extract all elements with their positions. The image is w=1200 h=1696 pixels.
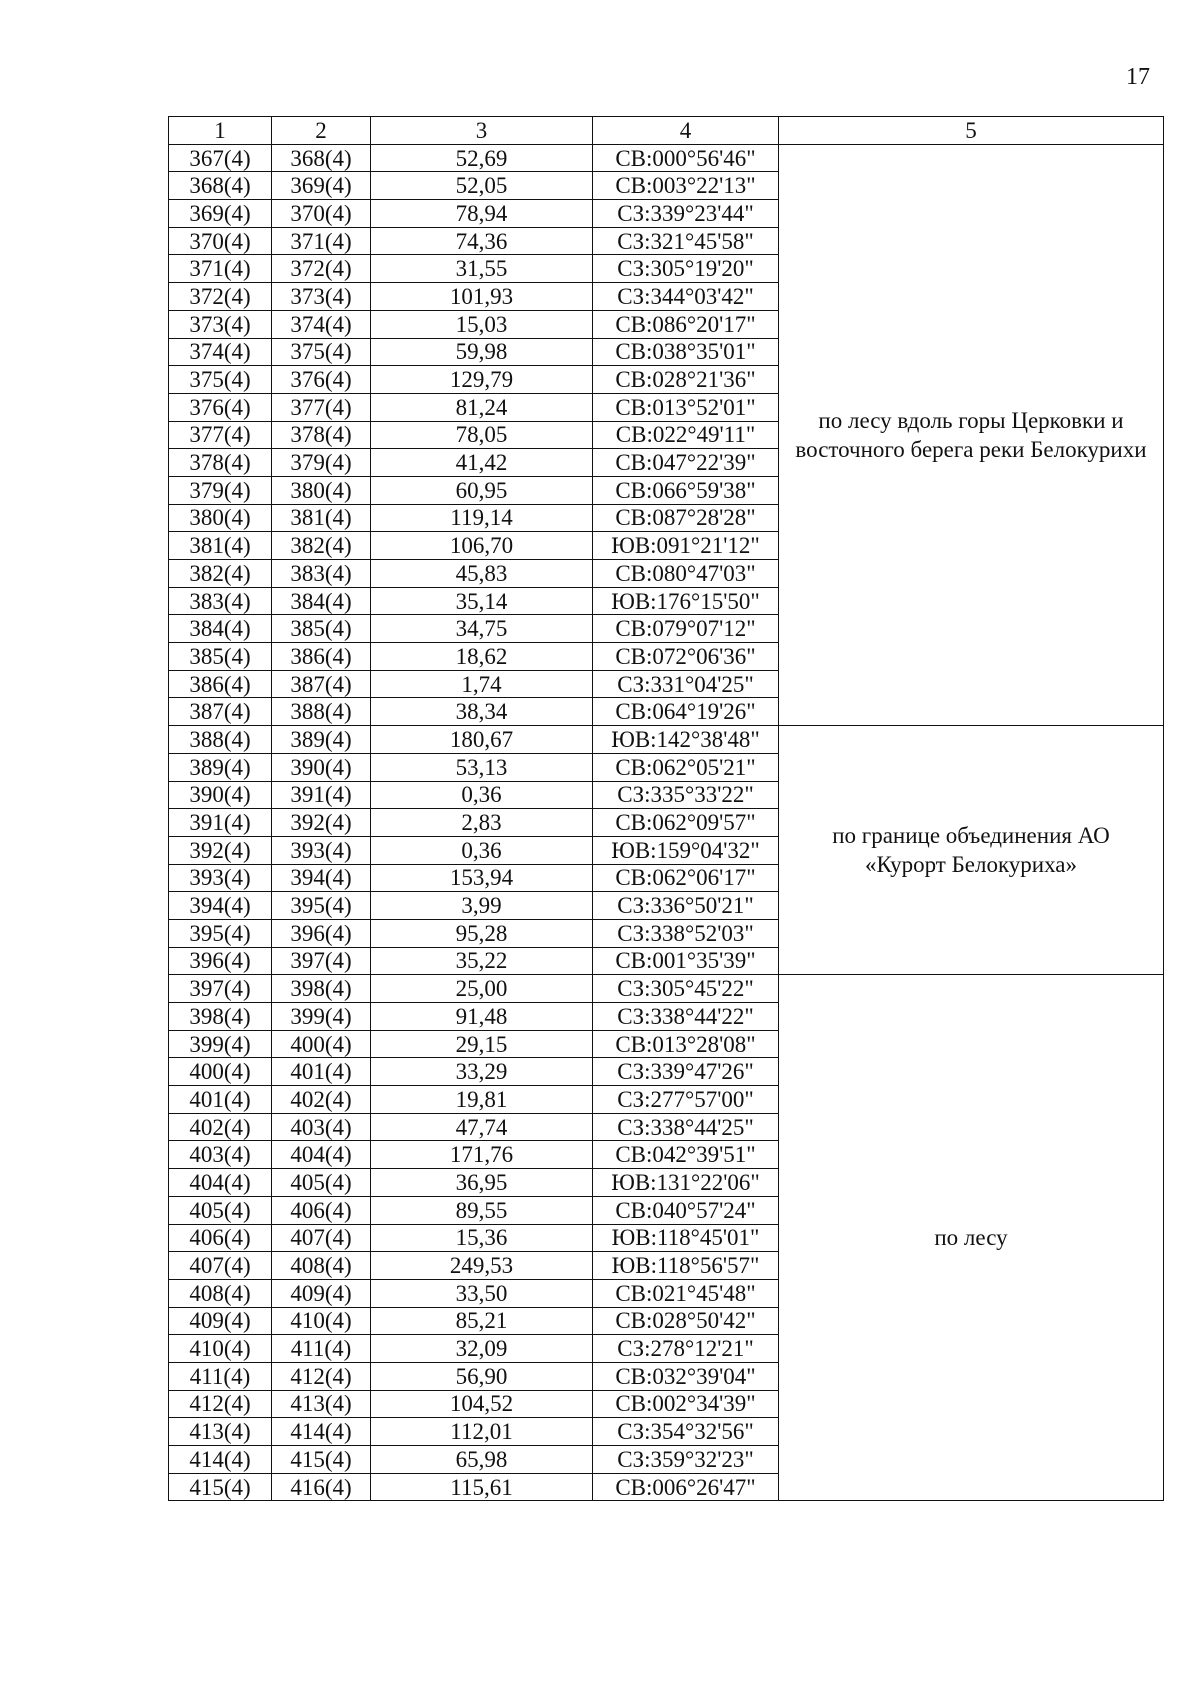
distance-cell: 89,55 [371, 1196, 593, 1224]
from-point-cell: 393(4) [169, 864, 272, 892]
to-point-cell: 383(4) [272, 560, 371, 588]
from-point-cell: 374(4) [169, 338, 272, 366]
from-point-cell: 388(4) [169, 726, 272, 754]
bearing-cell: СВ:042°39'51" [593, 1141, 779, 1169]
from-point-cell: 405(4) [169, 1196, 272, 1224]
from-point-cell: 396(4) [169, 947, 272, 975]
to-point-cell: 395(4) [272, 892, 371, 920]
boundary-description-cell: по лесу [779, 975, 1164, 1501]
bearing-cell: СЗ:339°23'44" [593, 200, 779, 228]
to-point-cell: 410(4) [272, 1307, 371, 1335]
bearing-cell: СВ:013°28'08" [593, 1030, 779, 1058]
to-point-cell: 379(4) [272, 449, 371, 477]
bearing-cell: СЗ:277°57'00" [593, 1086, 779, 1114]
bearing-cell: СЗ:338°44'25" [593, 1113, 779, 1141]
distance-cell: 32,09 [371, 1335, 593, 1363]
bearing-cell: СВ:000°56'46" [593, 144, 779, 172]
distance-cell: 74,36 [371, 227, 593, 255]
bearing-cell: СЗ:338°44'22" [593, 1003, 779, 1031]
to-point-cell: 412(4) [272, 1362, 371, 1390]
distance-cell: 2,83 [371, 809, 593, 837]
distance-cell: 52,69 [371, 144, 593, 172]
to-point-cell: 403(4) [272, 1113, 371, 1141]
to-point-cell: 393(4) [272, 836, 371, 864]
to-point-cell: 399(4) [272, 1003, 371, 1031]
bearing-cell: СВ:062°09'57" [593, 809, 779, 837]
bearing-cell: СЗ:321°45'58" [593, 227, 779, 255]
header-col-4: 4 [593, 117, 779, 145]
from-point-cell: 408(4) [169, 1279, 272, 1307]
distance-cell: 45,83 [371, 560, 593, 588]
from-point-cell: 389(4) [169, 753, 272, 781]
distance-cell: 0,36 [371, 836, 593, 864]
from-point-cell: 413(4) [169, 1418, 272, 1446]
to-point-cell: 377(4) [272, 393, 371, 421]
from-point-cell: 406(4) [169, 1224, 272, 1252]
bearing-cell: СЗ:338°52'03" [593, 919, 779, 947]
to-point-cell: 371(4) [272, 227, 371, 255]
distance-cell: 33,29 [371, 1058, 593, 1086]
bearing-cell: СЗ:354°32'56" [593, 1418, 779, 1446]
from-point-cell: 394(4) [169, 892, 272, 920]
from-point-cell: 398(4) [169, 1003, 272, 1031]
to-point-cell: 392(4) [272, 809, 371, 837]
bearing-cell: СЗ:278°12'21" [593, 1335, 779, 1363]
to-point-cell: 401(4) [272, 1058, 371, 1086]
distance-cell: 47,74 [371, 1113, 593, 1141]
table-header [169, 117, 1164, 145]
from-point-cell: 395(4) [169, 919, 272, 947]
from-point-cell: 381(4) [169, 532, 272, 560]
to-point-cell: 381(4) [272, 504, 371, 532]
from-point-cell: 372(4) [169, 283, 272, 311]
table-row [169, 144, 1164, 172]
to-point-cell: 394(4) [272, 864, 371, 892]
header-col-2: 2 [272, 117, 371, 145]
header-col-3: 3 [371, 117, 593, 145]
distance-cell: 119,14 [371, 504, 593, 532]
to-point-cell: 380(4) [272, 476, 371, 504]
to-point-cell: 398(4) [272, 975, 371, 1003]
distance-cell: 3,99 [371, 892, 593, 920]
bearing-cell: СВ:001°35'39" [593, 947, 779, 975]
from-point-cell: 401(4) [169, 1086, 272, 1114]
to-point-cell: 376(4) [272, 366, 371, 394]
from-point-cell: 411(4) [169, 1362, 272, 1390]
distance-cell: 29,15 [371, 1030, 593, 1058]
to-point-cell: 369(4) [272, 172, 371, 200]
to-point-cell: 407(4) [272, 1224, 371, 1252]
header-col-1: 1 [169, 117, 272, 145]
from-point-cell: 370(4) [169, 227, 272, 255]
boundary-table [168, 116, 1164, 1501]
bearing-cell: СВ:072°06'36" [593, 643, 779, 671]
table-row [169, 975, 1164, 1003]
bearing-cell: СВ:006°26'47" [593, 1473, 779, 1501]
from-point-cell: 375(4) [169, 366, 272, 394]
to-point-cell: 374(4) [272, 310, 371, 338]
from-point-cell: 412(4) [169, 1390, 272, 1418]
distance-cell: 38,34 [371, 698, 593, 726]
bearing-cell: СЗ:339°47'26" [593, 1058, 779, 1086]
from-point-cell: 415(4) [169, 1473, 272, 1501]
table-row [169, 726, 1164, 754]
from-point-cell: 392(4) [169, 836, 272, 864]
to-point-cell: 375(4) [272, 338, 371, 366]
to-point-cell: 411(4) [272, 1335, 371, 1363]
from-point-cell: 391(4) [169, 809, 272, 837]
distance-cell: 56,90 [371, 1362, 593, 1390]
bearing-cell: СЗ:305°45'22" [593, 975, 779, 1003]
distance-cell: 18,62 [371, 643, 593, 671]
distance-cell: 59,98 [371, 338, 593, 366]
from-point-cell: 382(4) [169, 560, 272, 588]
from-point-cell: 371(4) [169, 255, 272, 283]
distance-cell: 95,28 [371, 919, 593, 947]
bearing-cell: СВ:003°22'13" [593, 172, 779, 200]
distance-cell: 106,70 [371, 532, 593, 560]
from-point-cell: 403(4) [169, 1141, 272, 1169]
distance-cell: 65,98 [371, 1446, 593, 1474]
bearing-cell: СВ:062°05'21" [593, 753, 779, 781]
bearing-cell: СВ:028°21'36" [593, 366, 779, 394]
to-point-cell: 402(4) [272, 1086, 371, 1114]
distance-cell: 112,01 [371, 1418, 593, 1446]
bearing-cell: ЮВ:159°04'32" [593, 836, 779, 864]
distance-cell: 35,14 [371, 587, 593, 615]
to-point-cell: 416(4) [272, 1473, 371, 1501]
from-point-cell: 384(4) [169, 615, 272, 643]
boundary-description-cell: по лесу вдоль горы Церковки и восточного берега реки Белокурихи [779, 144, 1164, 725]
bearing-cell: СВ:047°22'39" [593, 449, 779, 477]
page-number: 17 [1126, 64, 1150, 90]
distance-cell: 52,05 [371, 172, 593, 200]
to-point-cell: 386(4) [272, 643, 371, 671]
bearing-cell: СВ:062°06'17" [593, 864, 779, 892]
to-point-cell: 378(4) [272, 421, 371, 449]
distance-cell: 115,61 [371, 1473, 593, 1501]
from-point-cell: 414(4) [169, 1446, 272, 1474]
to-point-cell: 400(4) [272, 1030, 371, 1058]
to-point-cell: 405(4) [272, 1169, 371, 1197]
bearing-cell: СЗ:336°50'21" [593, 892, 779, 920]
from-point-cell: 383(4) [169, 587, 272, 615]
distance-cell: 41,42 [371, 449, 593, 477]
bearing-cell: СВ:022°49'11" [593, 421, 779, 449]
from-point-cell: 367(4) [169, 144, 272, 172]
bearing-cell: ЮВ:118°56'57" [593, 1252, 779, 1280]
from-point-cell: 376(4) [169, 393, 272, 421]
to-point-cell: 414(4) [272, 1418, 371, 1446]
distance-cell: 60,95 [371, 476, 593, 504]
bearing-cell: СВ:080°47'03" [593, 560, 779, 588]
distance-cell: 104,52 [371, 1390, 593, 1418]
from-point-cell: 377(4) [169, 421, 272, 449]
distance-cell: 15,36 [371, 1224, 593, 1252]
from-point-cell: 380(4) [169, 504, 272, 532]
distance-cell: 36,95 [371, 1169, 593, 1197]
to-point-cell: 372(4) [272, 255, 371, 283]
distance-cell: 81,24 [371, 393, 593, 421]
header-row [169, 117, 1164, 145]
bearing-cell: ЮВ:176°15'50" [593, 587, 779, 615]
to-point-cell: 391(4) [272, 781, 371, 809]
distance-cell: 0,36 [371, 781, 593, 809]
to-point-cell: 406(4) [272, 1196, 371, 1224]
bearing-cell: СЗ:344°03'42" [593, 283, 779, 311]
from-point-cell: 378(4) [169, 449, 272, 477]
bearing-cell: СВ:013°52'01" [593, 393, 779, 421]
distance-cell: 249,53 [371, 1252, 593, 1280]
from-point-cell: 397(4) [169, 975, 272, 1003]
from-point-cell: 402(4) [169, 1113, 272, 1141]
from-point-cell: 373(4) [169, 310, 272, 338]
distance-cell: 34,75 [371, 615, 593, 643]
header-col-5: 5 [779, 117, 1164, 145]
from-point-cell: 400(4) [169, 1058, 272, 1086]
distance-cell: 129,79 [371, 366, 593, 394]
from-point-cell: 409(4) [169, 1307, 272, 1335]
table-body [169, 144, 1164, 1501]
bearing-cell: СВ:064°19'26" [593, 698, 779, 726]
from-point-cell: 369(4) [169, 200, 272, 228]
distance-cell: 78,94 [371, 200, 593, 228]
to-point-cell: 387(4) [272, 670, 371, 698]
from-point-cell: 399(4) [169, 1030, 272, 1058]
bearing-cell: СЗ:331°04'25" [593, 670, 779, 698]
to-point-cell: 396(4) [272, 919, 371, 947]
from-point-cell: 387(4) [169, 698, 272, 726]
from-point-cell: 368(4) [169, 172, 272, 200]
to-point-cell: 408(4) [272, 1252, 371, 1280]
from-point-cell: 379(4) [169, 476, 272, 504]
to-point-cell: 413(4) [272, 1390, 371, 1418]
to-point-cell: 385(4) [272, 615, 371, 643]
from-point-cell: 404(4) [169, 1169, 272, 1197]
distance-cell: 35,22 [371, 947, 593, 975]
distance-cell: 31,55 [371, 255, 593, 283]
to-point-cell: 388(4) [272, 698, 371, 726]
bearing-cell: СВ:002°34'39" [593, 1390, 779, 1418]
to-point-cell: 370(4) [272, 200, 371, 228]
bearing-cell: СЗ:335°33'22" [593, 781, 779, 809]
bearing-cell: СВ:032°39'04" [593, 1362, 779, 1390]
to-point-cell: 368(4) [272, 144, 371, 172]
to-point-cell: 373(4) [272, 283, 371, 311]
from-point-cell: 386(4) [169, 670, 272, 698]
from-point-cell: 385(4) [169, 643, 272, 671]
distance-cell: 15,03 [371, 310, 593, 338]
distance-cell: 33,50 [371, 1279, 593, 1307]
distance-cell: 91,48 [371, 1003, 593, 1031]
bearing-cell: ЮВ:131°22'06" [593, 1169, 779, 1197]
distance-cell: 78,05 [371, 421, 593, 449]
distance-cell: 19,81 [371, 1086, 593, 1114]
from-point-cell: 410(4) [169, 1335, 272, 1363]
distance-cell: 180,67 [371, 726, 593, 754]
to-point-cell: 382(4) [272, 532, 371, 560]
to-point-cell: 415(4) [272, 1446, 371, 1474]
bearing-cell: СВ:040°57'24" [593, 1196, 779, 1224]
distance-cell: 153,94 [371, 864, 593, 892]
bearing-cell: СВ:028°50'42" [593, 1307, 779, 1335]
to-point-cell: 389(4) [272, 726, 371, 754]
distance-cell: 25,00 [371, 975, 593, 1003]
bearing-cell: СЗ:359°32'23" [593, 1446, 779, 1474]
distance-cell: 101,93 [371, 283, 593, 311]
bearing-cell: СВ:079°07'12" [593, 615, 779, 643]
bearing-cell: ЮВ:142°38'48" [593, 726, 779, 754]
bearing-cell: СВ:086°20'17" [593, 310, 779, 338]
bearing-cell: ЮВ:091°21'12" [593, 532, 779, 560]
distance-cell: 53,13 [371, 753, 593, 781]
distance-cell: 85,21 [371, 1307, 593, 1335]
distance-cell: 171,76 [371, 1141, 593, 1169]
from-point-cell: 390(4) [169, 781, 272, 809]
distance-cell: 1,74 [371, 670, 593, 698]
to-point-cell: 384(4) [272, 587, 371, 615]
to-point-cell: 404(4) [272, 1141, 371, 1169]
from-point-cell: 407(4) [169, 1252, 272, 1280]
to-point-cell: 409(4) [272, 1279, 371, 1307]
bearing-cell: СВ:038°35'01" [593, 338, 779, 366]
bearing-cell: ЮВ:118°45'01" [593, 1224, 779, 1252]
bearing-cell: СВ:066°59'38" [593, 476, 779, 504]
bearing-cell: СВ:021°45'48" [593, 1279, 779, 1307]
to-point-cell: 390(4) [272, 753, 371, 781]
bearing-cell: СВ:087°28'28" [593, 504, 779, 532]
boundary-description-cell: по границе объединения АО «Курорт Белокуриха» [779, 726, 1164, 975]
bearing-cell: СЗ:305°19'20" [593, 255, 779, 283]
to-point-cell: 397(4) [272, 947, 371, 975]
